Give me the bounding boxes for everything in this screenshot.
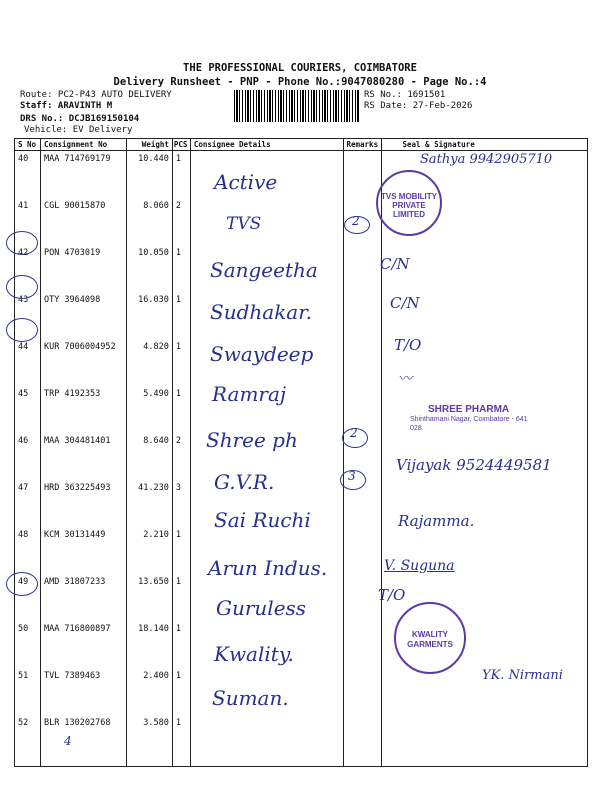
cell-remarks	[344, 339, 382, 386]
cell-weight: 8.060	[126, 198, 172, 245]
cell-consignment: TRP 4192353	[40, 386, 126, 433]
handwritten-consignee: TVS	[226, 214, 262, 234]
remark-to: T/O	[378, 586, 406, 604]
cell-sno: 47	[15, 480, 41, 527]
cell-pcs: 2	[172, 198, 190, 245]
page-mark: 4	[64, 734, 72, 748]
handwritten-consignee: Sangeetha	[210, 258, 318, 282]
remark-cn: C/N	[390, 294, 420, 312]
sno-circle-mark	[6, 275, 38, 299]
cell-consignment: AMD 31807233	[40, 574, 126, 621]
table-row	[15, 715, 588, 767]
remark-count: 2	[350, 426, 358, 440]
cell-consignment: TVL 7389463	[40, 668, 126, 715]
table-row	[15, 621, 588, 668]
handwritten-consignee: Active	[214, 170, 278, 194]
col-remarks: Remarks	[344, 139, 382, 151]
signature-name: V. Suguna	[384, 558, 455, 574]
cell-seal	[382, 245, 588, 292]
shree-pharma-stamp	[400, 404, 530, 433]
cell-weight: 41.230	[126, 480, 172, 527]
handwritten-consignee: Suman.	[212, 686, 289, 710]
cell-pcs: 1	[172, 621, 190, 668]
cell-sno: 44	[15, 339, 41, 386]
runsheet-subtitle: Delivery Runsheet - PNP - Phone No.:9047080280 - Page No.:4	[113, 76, 487, 88]
handwritten-consignee: G.V.R.	[214, 470, 275, 494]
cell-sno: 42	[15, 245, 41, 292]
cell-consignment: MAA 304481401	[40, 433, 126, 480]
col-consignee: Consignee Details	[190, 139, 344, 151]
cell-sno: 51	[15, 668, 41, 715]
col-sno: S No	[15, 139, 41, 151]
cell-sno: 52	[15, 715, 41, 767]
cell-weight: 10.440	[126, 151, 172, 199]
cell-weight: 2.210	[126, 527, 172, 574]
cell-weight: 13.650	[126, 574, 172, 621]
cell-pcs: 1	[172, 151, 190, 199]
remark-cn: C/N	[380, 255, 410, 273]
signature-name: YK. Nirmani	[482, 668, 563, 683]
handwritten-consignee: Arun Indus.	[208, 556, 328, 580]
stamp-title: SHREE PHARMA	[428, 404, 510, 415]
handwritten-consignee: Ramraj	[212, 382, 287, 406]
sno-circle-mark	[6, 572, 38, 596]
cell-pcs: 1	[172, 386, 190, 433]
rs-date: RS Date: 27-Feb-2026	[364, 101, 473, 111]
signature-phone: Vijayak 9524449581	[396, 456, 552, 474]
cell-weight: 18.140	[126, 621, 172, 668]
handwritten-consignee: Kwality.	[214, 642, 294, 666]
cell-remarks	[344, 621, 382, 668]
cell-weight: 16.030	[126, 292, 172, 339]
handwritten-consignee: Sai Ruchi	[214, 508, 311, 532]
col-weight: Weight	[126, 139, 172, 151]
cell-consignment: BLR 130202768	[40, 715, 126, 767]
cell-weight: 8.640	[126, 433, 172, 480]
sno-circle-mark	[6, 231, 38, 255]
cell-pcs: 1	[172, 574, 190, 621]
cell-consignment: KCM 30131449	[40, 527, 126, 574]
cell-consignment: PON 4703019	[40, 245, 126, 292]
barcode	[234, 90, 360, 122]
drs-label: DRS No.: DCJB169150104	[20, 114, 140, 124]
cell-weight: 4.820	[126, 339, 172, 386]
cell-remarks	[344, 292, 382, 339]
cell-weight: 5.490	[126, 386, 172, 433]
cell-weight: 3.580	[126, 715, 172, 767]
cell-consignment: MAA 714769179	[40, 151, 126, 199]
col-pcs: PCS	[172, 139, 190, 151]
handwritten-consignee: Sudhakar.	[210, 300, 312, 324]
kwality-seal: KWALITY GARMENTS	[394, 602, 466, 674]
cell-pcs: 1	[172, 715, 190, 767]
cell-remarks	[344, 527, 382, 574]
vehicle-label: Vehicle: EV Delivery	[24, 125, 133, 135]
cell-pcs: 1	[172, 245, 190, 292]
cell-remarks	[344, 245, 382, 292]
remark-count: 2	[352, 214, 360, 228]
company-title: THE PROFESSIONAL COURIERS, COIMBATORE	[183, 62, 417, 74]
cell-consignment: CGL 90015870	[40, 198, 126, 245]
rs-number: RS No.: 1691501	[364, 90, 446, 100]
cell-sno: 43	[15, 292, 41, 339]
cell-pcs: 1	[172, 339, 190, 386]
cell-consignment: HRD 363225493	[40, 480, 126, 527]
cell-sno: 46	[15, 433, 41, 480]
route-label: Route: PC2-P43 AUTO DELIVERY	[20, 90, 172, 100]
cell-pcs: 2	[172, 433, 190, 480]
cell-remarks	[344, 668, 382, 715]
cell-consignee	[190, 715, 344, 767]
cell-remarks	[344, 574, 382, 621]
tvs-seal: TVS MOBILITY PRIVATE LIMITED	[376, 170, 442, 236]
table-header	[15, 139, 588, 151]
handwritten-consignee: Swaydeep	[210, 342, 314, 366]
remark-to: T/O	[394, 336, 422, 354]
table-row	[15, 198, 588, 245]
cell-sno: 48	[15, 527, 41, 574]
signature-scribble: 〰	[398, 371, 412, 387]
col-seal: Seal & Signature	[382, 139, 588, 151]
remark-count: 3	[348, 469, 356, 483]
cell-sno: 41	[15, 198, 41, 245]
cell-sno: 50	[15, 621, 41, 668]
cell-consignment: KUR 7006004952	[40, 339, 126, 386]
handwritten-consignee: Shree ph	[206, 428, 298, 452]
signature-name: Rajamma.	[398, 512, 475, 530]
cell-consignment: MAA 716800897	[40, 621, 126, 668]
col-consignment: Consignment No	[40, 139, 126, 151]
cell-pcs: 1	[172, 527, 190, 574]
cell-remarks	[344, 151, 382, 199]
cell-seal	[382, 715, 588, 767]
cell-sno: 49	[15, 574, 41, 621]
cell-weight: 2.400	[126, 668, 172, 715]
cell-consignee	[190, 198, 344, 245]
signature-phone: Sathya 9942905710	[420, 152, 553, 167]
cell-pcs: 3	[172, 480, 190, 527]
cell-sno: 45	[15, 386, 41, 433]
cell-pcs: 1	[172, 292, 190, 339]
handwritten-consignee: Guruless	[216, 596, 307, 620]
cell-pcs: 1	[172, 668, 190, 715]
sno-circle-mark	[6, 318, 38, 342]
cell-weight: 10.050	[126, 245, 172, 292]
cell-consignment: OTY 3964098	[40, 292, 126, 339]
cell-sno: 40	[15, 151, 41, 199]
stamp-address: Shinthamani Nagar, Coimbatore - 641 028.	[410, 416, 528, 432]
staff-label: Staff: ARAVINTH M	[20, 101, 113, 111]
cell-remarks	[344, 715, 382, 767]
